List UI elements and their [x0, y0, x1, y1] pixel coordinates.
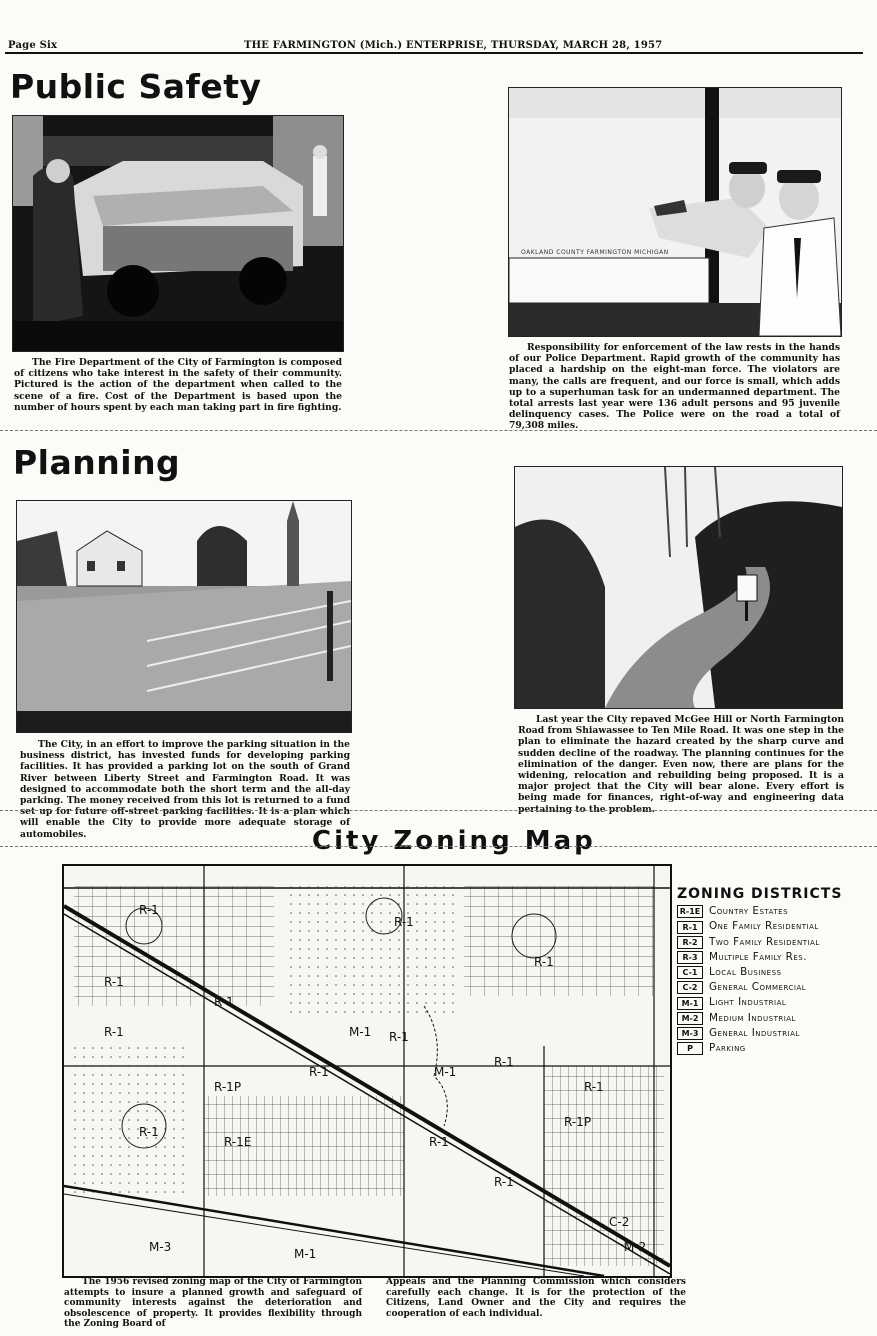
map-zone-label: R-1 [389, 1030, 409, 1044]
map-zone-label: R-1 [104, 1025, 124, 1039]
police-photo-sign: OAKLAND COUNTY FARMINGTON MICHIGAN [521, 249, 669, 256]
legend-row [677, 1041, 869, 1056]
zoning-map-caption-left: The 1956 revised zoning map of the City of Farmington attempts to insure a planned growth and safeguard of community interests against the deterioration and obsolescence of property. It provides flexibility through the Zoning Board of [64, 1277, 362, 1330]
legend-label: One Family Residential [709, 920, 819, 933]
public-safety-heading: Public Safety [10, 67, 262, 106]
map-zone-label: R-1P [214, 1080, 242, 1094]
legend-code: M-1 [677, 997, 703, 1010]
fire-department-caption: The Fire Department of the City of Farmington is composed of citizens who take interest in the safety of their community. Pictured is the action of the department when called to the scene of a fire. Cost of the Department is based upon the number of hours spent by each man taking part in fire fighting. [14, 357, 342, 413]
road-caption: Last year the City repaved McGee Hill or North Farmington Road from Shiawassee to Ten Mile Road. It was one step in the plan to eliminate the hazard created by the sharp curve and sudden decline of the roadway. The planning continues for the elimination of the danger. Even now, there are plans for the widening, relocation and rebuilding being proposed. It is a major project that the City will bear alone. Every effort is being made for finances, right-of-way and engineering data pertaining to the problem. [518, 714, 844, 815]
map-zone-label: R-1 [309, 1065, 329, 1079]
map-zone-label: R-1 [139, 903, 159, 917]
zoning-map-caption-right: Appeals and the Planning Commission which considers carefully each change. It is for the protection of the Citizens, Land Owner and the City and requires the cooperation of each individual. [386, 1277, 686, 1319]
legend-row [677, 919, 869, 934]
legend-code: C-1 [677, 966, 703, 979]
map-zone-label: R-1 [429, 1135, 449, 1149]
legend-label: Multiple Family Res. [709, 950, 808, 963]
map-zone-label: R-1 [394, 915, 414, 929]
legend-title: ZONING DISTRICTS [677, 886, 843, 902]
legend-row [677, 935, 869, 950]
zoning-legend [677, 887, 869, 1056]
legend-row [677, 1011, 869, 1026]
police-department-photo [508, 87, 842, 337]
legend-code: R-3 [677, 951, 703, 964]
map-zone-label: R-1 [104, 975, 124, 989]
planning-heading: Planning [13, 443, 181, 482]
legend-row [677, 995, 869, 1010]
map-zone-label: R-1 [494, 1055, 514, 1069]
legend-row [677, 950, 869, 965]
legend-code: C-2 [677, 981, 703, 994]
zoning-map-drawing [64, 866, 670, 1276]
legend-label: General Industrial [709, 1026, 800, 1039]
masthead-rule [5, 52, 863, 54]
masthead [8, 40, 863, 52]
legend-label: Country Estates [709, 905, 789, 918]
fire-department-photo [12, 115, 344, 352]
legend-row [677, 1026, 869, 1041]
legend-label: Local Business [709, 966, 782, 979]
legend-label: Parking [709, 1042, 746, 1055]
legend-code: M-2 [677, 1012, 703, 1025]
legend-row [677, 904, 869, 919]
map-zone-label: M-1 [294, 1247, 317, 1261]
zoning-map-heading: City Zoning Map [312, 826, 596, 856]
fold-line [0, 810, 877, 811]
mcgee-hill-road-photo [514, 466, 843, 709]
map-zone-label: M-2 [624, 1240, 647, 1254]
legend-row [677, 980, 869, 995]
map-zone-label: R-1 [584, 1080, 604, 1094]
legend-label: General Commercial [709, 981, 807, 994]
legend-label: Medium Industrial [709, 1011, 796, 1024]
legend-code: P [677, 1042, 703, 1055]
map-zone-label: R-1 [139, 1125, 159, 1139]
legend-code: R-1E [677, 905, 703, 918]
map-zone-label: R-1 [534, 955, 554, 969]
map-zone-label: R-1 [214, 995, 234, 1009]
fold-line [0, 846, 877, 847]
parking-lot-photo [16, 500, 352, 733]
legend-row [677, 965, 869, 980]
map-zone-label: R-1P [564, 1115, 592, 1129]
police-department-caption: Responsibility for enforcement of the law rests in the hands of our Police Department. Rapid growth of the community has placed a hardship on the eight-man force. The violators are many, the calls are frequent, and our force is small, which adds up to a superhuman task for an undermanned department. The total arrests last year were 136 adult persons and 95 juvenile delinquency cases. The Police were on the road a total of 79,308 miles. [509, 342, 840, 432]
parking-lot-caption: The City, in an effort to improve the parking situation in the business district, has invested funds for developing parking facilities. It has provided a parking lot on the south of Grand River between Liberty Street and Farmington Road. It was designed to accommodate both the short term and the all-day parking. The money received from this lot is returned to a fund set up for future off-street parking facilities. It is a plan which will enable the City to provide more adequate storage of automobiles. [20, 739, 350, 840]
fold-line [0, 430, 877, 431]
zoning-map [62, 864, 672, 1278]
map-zone-label: M-1 [349, 1025, 372, 1039]
legend-label: Light Industrial [709, 996, 787, 1009]
map-zone-label: R-1E [224, 1135, 252, 1149]
map-zone-label: C-2 [609, 1215, 630, 1229]
legend-code: M-3 [677, 1027, 703, 1040]
legend-code: R-1 [677, 921, 703, 934]
map-zone-label: R-1 [494, 1175, 514, 1189]
legend-code: R-2 [677, 936, 703, 949]
legend-label: Two Family Residential [709, 935, 820, 948]
map-zone-label: M-1 [434, 1065, 457, 1079]
map-zone-label: M-3 [149, 1240, 172, 1254]
newspaper-title: THE FARMINGTON (Mich.) ENTERPRISE, THURSDAY, MARCH 28, 1957 [244, 40, 663, 51]
page-number: Page Six [8, 40, 58, 51]
